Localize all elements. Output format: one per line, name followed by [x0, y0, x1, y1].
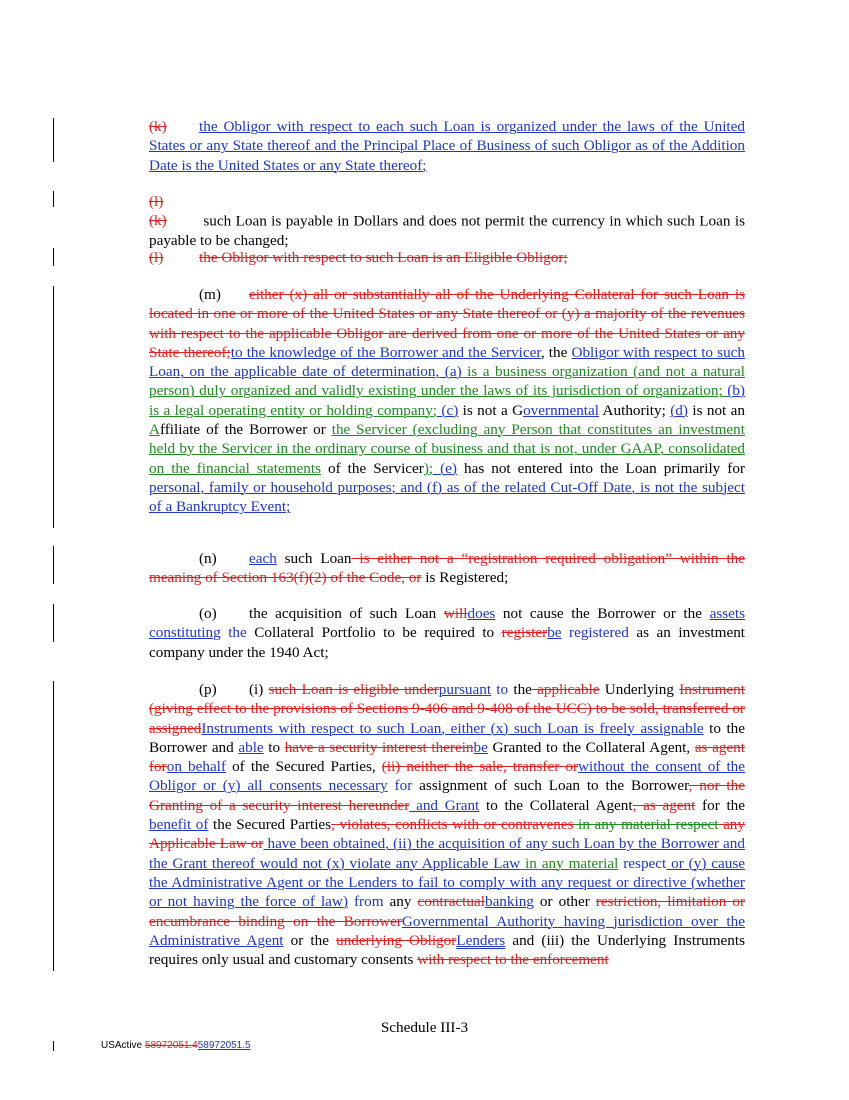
text: not cause the Borrower or the — [495, 605, 710, 622]
moved-deleted-text: in any material respect — [573, 816, 719, 834]
moved-text: ); — [423, 459, 434, 477]
text: to — [263, 738, 285, 756]
change-bar — [53, 681, 54, 971]
deleted-text: register — [501, 624, 548, 642]
deleted-text: , as agent — [632, 796, 696, 814]
clause-label: (o) — [199, 605, 217, 622]
clause-l-deleted — [149, 248, 745, 267]
clause-label: (n) — [199, 550, 217, 567]
change-bar — [53, 1041, 54, 1051]
text: is Registered; — [421, 569, 509, 587]
clause-label: (p) — [199, 681, 217, 698]
inserted-text: to the knowledge of the Borrower and the Servicer — [230, 343, 541, 361]
page-footer-label: Schedule III-3 — [380, 1019, 469, 1036]
deleted-label: (l) — [149, 193, 164, 210]
deleted-text: contractual — [417, 893, 485, 911]
inserted-text: and Grant — [409, 796, 480, 814]
inserted-text: (d) — [670, 401, 688, 419]
text: of the Servicer — [321, 459, 424, 477]
inserted-text: personal, family or household purposes; and (f) as of the related Cut-Off Date, is not the subject of a Bankruptcy Event; — [149, 478, 745, 516]
text: Underlying — [599, 681, 680, 698]
deleted-text: is either not a “registration required obligation” within the meaning of Section 163(f)(2) of the Code, or — [149, 550, 745, 587]
text: Granted to the Collateral Agent, — [487, 738, 695, 756]
deleted-text: underlying Obligor — [336, 931, 457, 949]
deleted-text: , nor the Granting of a security interest hereunder — [149, 777, 745, 814]
inserted-text: be — [473, 738, 488, 756]
deleted-text: as agent for — [149, 738, 745, 776]
deleted-text: (ii) neither the sale, transfer or — [381, 758, 579, 776]
text: the Secured Parties — [208, 816, 332, 834]
inserted-text: Lenders — [456, 931, 506, 949]
docid-old: 58972051.4 — [144, 1040, 198, 1051]
deleted-label: (l) — [149, 249, 164, 266]
text: (i) — [249, 681, 269, 698]
deleted-text: restriction, limitation or encumbrance binding on the Borrower — [149, 893, 745, 930]
text: ffiliate of the Borrower or — [159, 421, 332, 439]
clause-text: such Loan is payable in Dollars and does not permit the currency in which such Loan is payable to be changed; — [149, 212, 745, 249]
document-id — [101, 1040, 251, 1051]
deleted-label: (k) — [149, 212, 167, 230]
inserted-text: the — [220, 624, 247, 642]
deleted-text: will — [443, 605, 468, 622]
inserted-text: on behalf — [166, 758, 226, 776]
text: , the — [540, 343, 572, 361]
inserted-text: does — [467, 605, 496, 622]
inserted-text: registered — [561, 624, 629, 642]
text: Authority; — [599, 401, 671, 419]
clause-label: (m) — [199, 286, 221, 303]
moved-text: is a business organization (and not a natural person) duly organized and validly existing under the laws of its jurisdiction of organization; — [149, 363, 745, 400]
deleted-text: any Applicable Law or — [149, 816, 745, 853]
clause-k-payable-in-dollars — [149, 192, 745, 250]
inserted-text: or (y) cause the Administrative Agent or the Lenders to fail to comply with any request or directive (whether or not having the force of law) — [149, 854, 745, 911]
text: such Loan — [276, 550, 352, 567]
inserted-text: overnmental — [523, 401, 599, 419]
inserted-text: banking — [484, 893, 534, 911]
inserted-text: have been obtained, (ii) the acquisition of any such Loan by the Borrower and the Grant thereof would not (x) violate any Applicable Law — [149, 835, 745, 872]
text: of the Secured Parties, — [225, 758, 382, 776]
deleted-text: , violates, conflicts with or contravenes — [331, 816, 574, 834]
text: as an investment company under the 1940 Act; — [149, 624, 746, 661]
deleted-text: Instrument (giving effect to the provisions of Sections 9-406 and 9-408 of the UCC) to be sold, transferred or assigned — [149, 681, 745, 737]
text: is not an — [687, 401, 745, 419]
inserted-text: each — [249, 550, 277, 567]
inserted-text: pursuant — [438, 681, 492, 698]
deleted-text: applicable — [531, 681, 600, 698]
clause-o-investment-company — [149, 604, 745, 662]
deleted-text: the Obligor with respect to such Loan is an Eligible Obligor; — [199, 249, 568, 266]
deleted-text: have a security interest therein — [284, 738, 474, 756]
inserted-text: the Obligor with respect to each such Loan is organized under the laws of the United States or any State thereof and the Principal Place of Business of such Obligor as of the Addition Date is the United States or any State thereof; — [149, 118, 745, 174]
inserted-text: Instruments with respect to such Loan, either (x) such Loan is freely assignable — [201, 719, 704, 737]
text: or other — [533, 893, 596, 911]
deleted-text: with respect to the enforcement — [417, 951, 609, 969]
inserted-text: benefit of — [149, 816, 209, 834]
change-bar — [53, 546, 54, 584]
clause-n-registered — [149, 549, 745, 588]
docid-prefix: USActive — [101, 1040, 145, 1051]
inserted-text: assets constituting — [149, 605, 746, 642]
inserted-text: for — [387, 777, 413, 795]
text: any — [383, 893, 418, 911]
inserted-text: (c) — [437, 401, 459, 419]
clause-m-obligor-status — [149, 285, 745, 517]
inserted-text: Governmental Authority having jurisdiction over the Administrative Agent — [149, 912, 745, 949]
inserted-text: without the consent of the Obligor or (y) all consents necessary — [149, 758, 746, 795]
text: Collateral Portfolio to be required to — [246, 624, 502, 642]
moved-text: A — [149, 421, 160, 439]
inserted-text: able — [238, 738, 264, 756]
change-bar — [53, 248, 54, 266]
deleted-label: (k) — [149, 118, 167, 135]
text: or the — [283, 931, 337, 949]
change-bar — [53, 286, 54, 528]
text: for the — [695, 796, 746, 814]
text: the acquisition of such Loan — [249, 605, 444, 622]
text: to the Borrower and — [149, 719, 745, 756]
clause-k-obligor-organized — [149, 117, 745, 175]
clause-p-assignability — [149, 680, 745, 969]
deleted-text: either (x) all or substantially all of the Underlying Collateral for such Loan is located in one or more of the United States or any State thereof or (y) a majority of the revenues with respect to the applicable Obligor are derived from one or more of the United States or any State thereof; — [149, 286, 745, 361]
inserted-text: to — [491, 681, 509, 698]
change-bar — [53, 118, 54, 162]
change-bar — [53, 604, 54, 642]
text: assignment of such Loan to the Borrower — [412, 777, 689, 795]
moved-text: is a legal operating entity or holding company; — [149, 401, 438, 419]
change-bar — [53, 191, 54, 207]
text: has not entered into the Loan primarily for — [456, 459, 745, 477]
inserted-text: respect — [618, 854, 667, 872]
inserted-text: from — [347, 893, 384, 911]
inserted-text: (b) — [727, 382, 745, 400]
text: is not a G — [458, 401, 524, 419]
text: and (iii) the Underlying Instruments requires only usual and customary consents — [149, 931, 745, 969]
moved-text: in any material — [520, 854, 619, 872]
text: to the Collateral Agent — [479, 796, 633, 814]
inserted-text: Obligor with respect to such Loan, on the applicable date of determination, (a) — [149, 343, 746, 381]
moved-text: the Servicer (excluding any Person that constitutes an investment held by the Servicer in the ordinary course of business and that is not, under GAAP, consolidated on the financial statements — [149, 421, 745, 477]
inserted-text: be — [547, 624, 562, 642]
inserted-text: (e) — [433, 459, 457, 477]
deleted-text: such Loan is eligible under — [268, 681, 439, 698]
docid-new: 58972051.5 — [197, 1040, 251, 1051]
text: the — [508, 681, 532, 698]
